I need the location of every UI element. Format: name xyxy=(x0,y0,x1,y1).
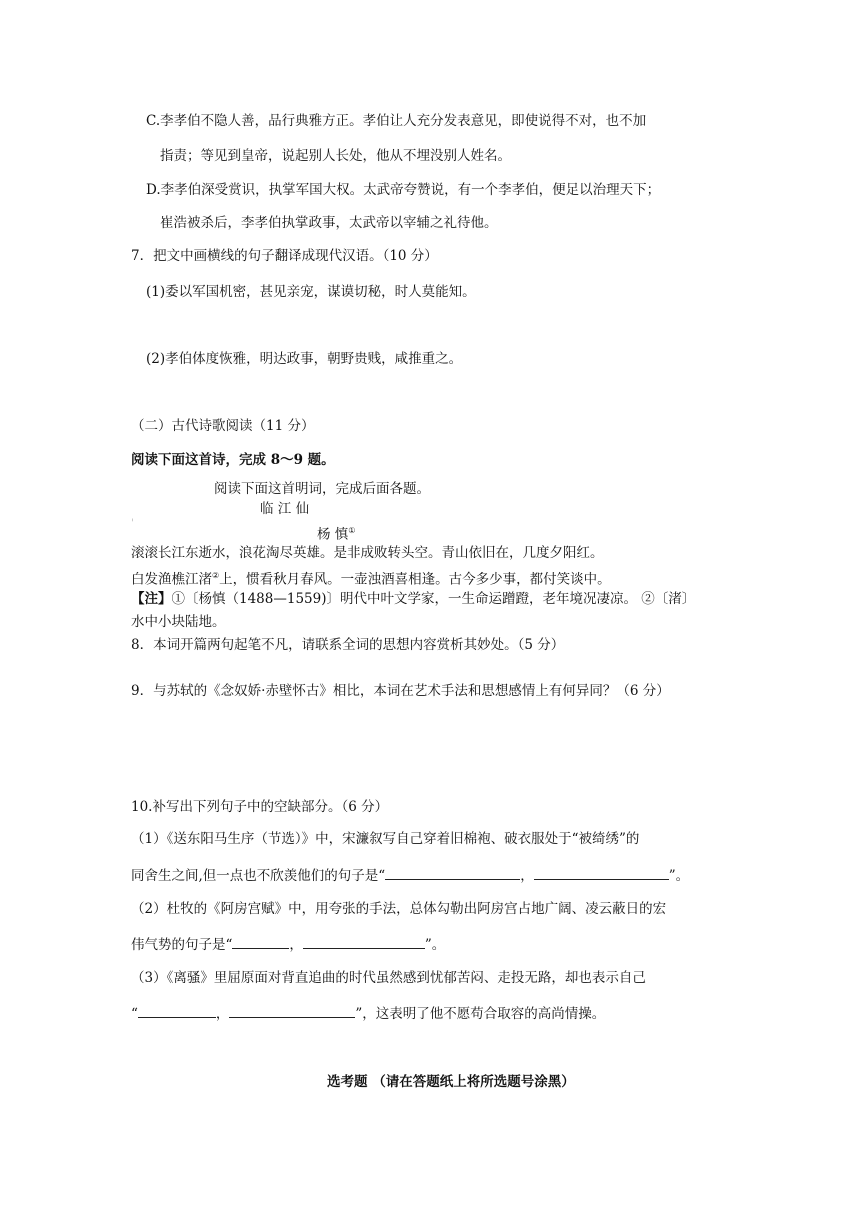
note-label: 【注】 xyxy=(131,591,172,607)
answer-blank-2b[interactable] xyxy=(303,934,425,949)
separator-mark: ' xyxy=(131,518,134,529)
poem-intro: 阅读下面这首明词，完成后面各题。 xyxy=(214,481,430,497)
answer-blank-3a[interactable] xyxy=(138,1003,216,1018)
option-c-line1: C.李孝伯不隐人善，品行典雅方正。孝伯让人充分发表意见，即使说得不对，也不加 xyxy=(146,113,647,129)
answer-blank-1a[interactable] xyxy=(385,865,520,880)
author-footnote-mark: ① xyxy=(348,526,356,535)
q7-sentence-2: (2)孝伯体度恢雅，明达政事，朝野贵贱，咸推重之。 xyxy=(146,351,463,367)
q10-part1-line1: （1）《送东阳马生序（节选）》中，宋濂叙写自己穿着旧棉袍、破衣服处于“被绮绣”的 xyxy=(131,831,640,847)
option-d-line1: D.李孝伯深受赏识，执掌军国大权。太武帝夸赞说，有一个李孝伯，便足以治理天下； xyxy=(146,182,661,198)
poetry-instruction: 阅读下面这首诗，完成 8～9 题。 xyxy=(131,452,335,468)
answer-blank-2a[interactable] xyxy=(232,934,289,949)
q7-sentence-1: (1)委以军国机密，甚见亲宠，谋谟切秘，时人莫能知。 xyxy=(146,284,476,300)
q10-part1-line2: 同舍生之间,但一点也不欣羡他们的句子是“ ， ”。 xyxy=(131,865,689,886)
poetry-section-title: （二）古代诗歌阅读（11 分） xyxy=(131,418,315,434)
q10-stem: 10.补写出下列句子中的空缺部分。（6 分） xyxy=(131,799,389,815)
q8-stem: 8．本词开篇两句起笔不凡，请联系全词的思想内容赏析其妙处。（5 分） xyxy=(131,637,565,653)
q10-part3-line1: （3）《离骚》里屈原面对背直追曲的时代虽然感到忧郁苦闷、走投无路，却也表示自己 xyxy=(131,970,646,986)
elective-heading: 选考题 （请在答题纸上将所选题号涂黑） xyxy=(327,1074,575,1090)
answer-blank-3b[interactable] xyxy=(229,1003,355,1018)
q10-part3-line2: “ ， ”，这表明了他不愿苟合取容的高尚情操。 xyxy=(131,1003,605,1024)
poem-note: 【注】①〔杨慎（1488—1559)〕明代中叶文学家，一生命运蹭蹬，老年境况凄凉。 ②〔渚〕 xyxy=(131,591,696,607)
poem-title: 临 江 仙 xyxy=(260,501,310,517)
q10-part2-line2: 伟气势的句子是“ ， ”。 xyxy=(131,934,445,955)
poem-line-2: 白发渔樵江渚②上，惯看秋月春风。一壶浊酒喜相逢。古今多少事，都付笑谈中。 xyxy=(131,571,611,588)
q10-part2-line1: （2）杜牧的《阿房宫赋》中，用夸张的手法，总体勾勒出阿房宫占地广阔、凌云蔽日的宏 xyxy=(131,901,667,917)
poem-line-1: 滚滚长江东逝水，浪花淘尽英雄。是非成败转头空。青山依旧在，几度夕阳红。 xyxy=(131,545,604,561)
footnote-mark-2: ② xyxy=(212,571,220,580)
poem-author: 杨 慎① xyxy=(317,526,356,543)
poem-note-cont: 水中小块陆地。 xyxy=(131,614,226,630)
option-c-line2: 指责；等见到皇帝，说起别人长处，他从不埋没别人姓名。 xyxy=(160,148,511,164)
option-d-line2: 崔浩被杀后，李孝伯执掌政事，太武帝以宰辅之礼待他。 xyxy=(160,215,498,231)
answer-blank-1b[interactable] xyxy=(534,865,669,880)
q9-stem: 9．与苏轼的《念奴娇·赤壁怀古》相比，本词在艺术手法和思想感情上有何异同？（6 分） xyxy=(131,683,670,699)
q7-stem: 7．把文中画横线的句子翻译成现代汉语。（10 分） xyxy=(131,248,438,264)
